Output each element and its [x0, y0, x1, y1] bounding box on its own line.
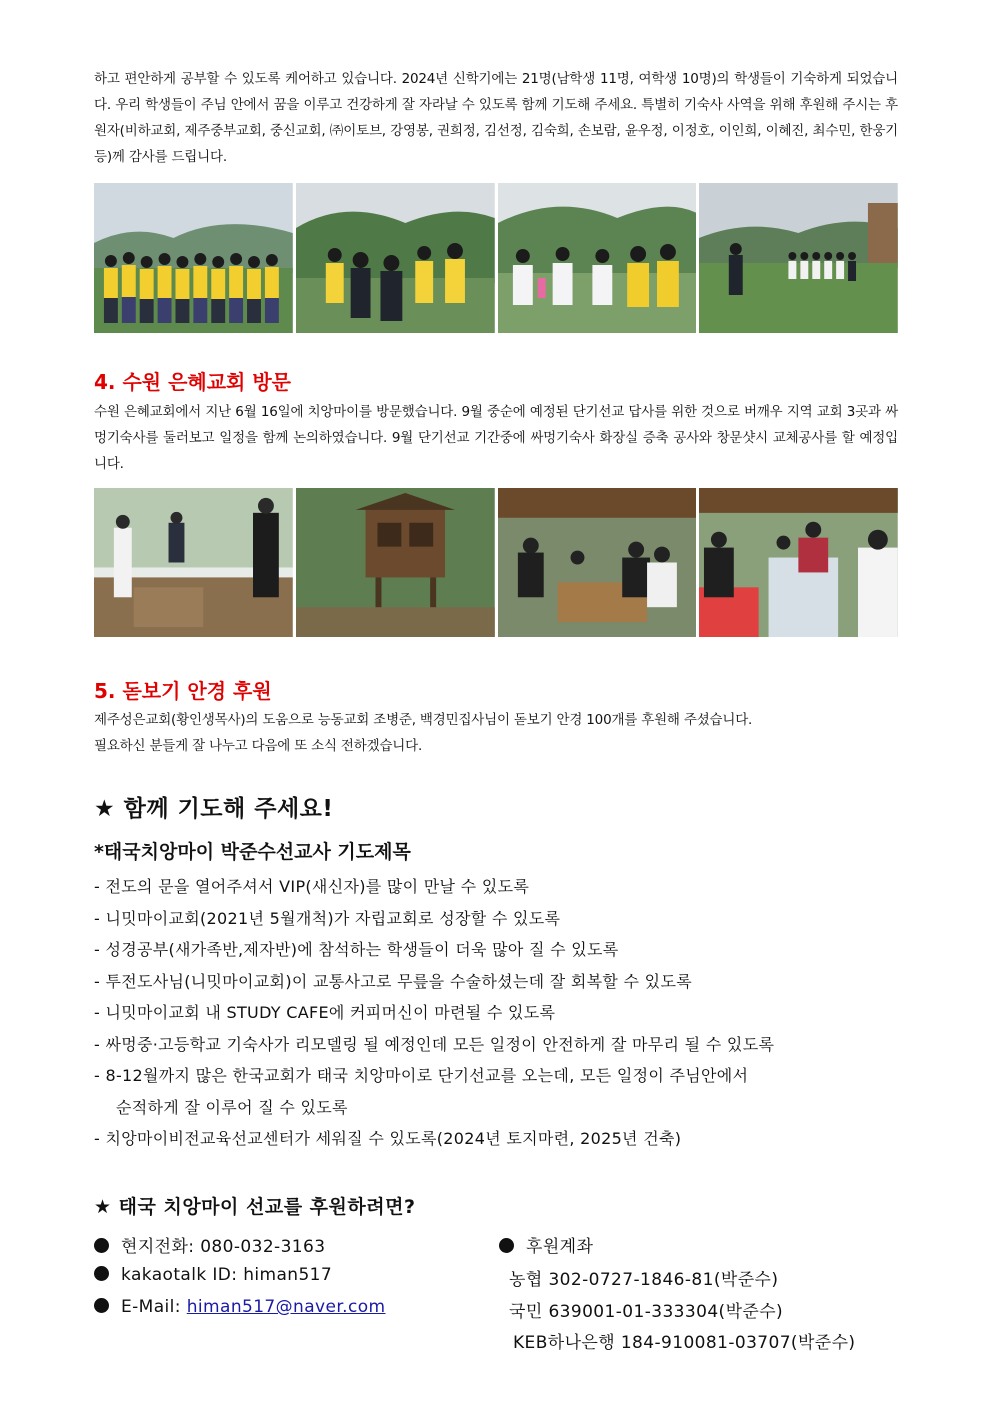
phone-contact [94, 1232, 325, 1257]
student-photos [94, 183, 898, 333]
intro-paragraph: 하고 편안하게 공부할 수 있도록 케어하고 있습니다. 2024년 신학기에는 21명(남학생 11명, 여학생 10명)의 학생들이 기숙하게 되었습니다. 우리 학생들이 주님 안에서 꿈을 이루고 건강하게 잘 자라날 수 있도록 함께 기도해 주세요. 특별히 기숙사 사역을 위해 후원해 주시는 후원자(비하교회, 제주중부교회, 중신교회, ㈜이토브, 강영봉, 권희정, 김선정, 김숙희, 손보람, 윤우정, 이정호, 이인희, 이혜진, 최수민, 한웅기 등)께 감사를 드립니다. [94, 71, 898, 165]
prayer-list [94, 871, 914, 1155]
support-heading: ★ 태국 치앙마이 선교를 후원하려면? [94, 1196, 416, 1218]
prayer-item: - 투전도사님(니밋마이교회)이 교통사고로 무릎을 수술하셨는데 잘 회복할 수 있도록 [94, 971, 692, 991]
visit-photo-4 [699, 488, 898, 637]
email-contact [94, 1297, 386, 1317]
bullet-icon [499, 1238, 514, 1253]
account-keb: KEB하나은행 184-910081-03707(박준수) [513, 1333, 856, 1353]
prayer-item: - 싸멍중·고등학교 기숙사가 리모델링 될 예정인데 모든 일정이 안전하게 잘 마무리 될 수 있도록 [94, 1034, 775, 1054]
visit-photos [94, 488, 898, 637]
visit-photo-3 [498, 488, 697, 637]
section-5-line-1: 제주성은교회(황인생목사)의 도움으로 능동교회 조병준, 백경민집사님이 돋보기 안경 100개를 후원해 주셨습니다. [94, 712, 753, 728]
kakao-text: kakaotalk ID: himan517 [121, 1265, 333, 1285]
prayer-heading: ★ 함께 기도해 주세요! [94, 796, 334, 822]
email-link[interactable]: himan517@naver.com [186, 1297, 386, 1317]
account-title [499, 1232, 593, 1257]
account-kb: 국민 639001-01-333304(박준수) [509, 1302, 784, 1322]
phone-text: 현지전화: 080-032-3163 [121, 1237, 326, 1257]
prayer-item: - 성경공부(새가족반,제자반)에 참석하는 학생들이 더욱 많아 질 수 있도록 [94, 940, 619, 959]
prayer-item: - 니밋마이교회(2021년 5월개척)가 자립교회로 성장할 수 있도록 [94, 908, 561, 928]
prayer-item: - 치앙마이비전교육선교센터가 세워질 수 있도록(2024년 토지마련, 2025년 건축) [94, 1129, 682, 1148]
visit-photo-1 [94, 488, 293, 637]
prayer-item: - 니밋마이교회 내 STUDY CAFE에 커피머신이 마련될 수 있도록 [94, 1003, 556, 1022]
prayer-subheading: *태국치앙마이 박준수선교사 기도제목 [94, 841, 411, 863]
email-label: E-Mail: [121, 1297, 187, 1317]
student-group-photo-1 [94, 183, 293, 333]
student-group-photo-3 [498, 183, 697, 333]
account-nh: 농협 302-0727-1846-81(박준수) [509, 1270, 779, 1290]
prayer-item: - 8-12월까지 많은 한국교회가 태국 치앙마이로 단기선교를 오는데, 모든 일정이 주님안에서 [94, 1066, 749, 1085]
section-5-paragraph [94, 707, 898, 759]
student-group-photo-4 [699, 183, 898, 333]
student-group-photo-2 [296, 183, 495, 333]
bullet-icon [94, 1238, 109, 1253]
kakao-contact [94, 1265, 332, 1285]
prayer-item-continuation: 순적하게 잘 이루어 질 수 있도록 [116, 1097, 348, 1117]
bullet-icon [94, 1298, 109, 1313]
section-4-paragraph: 수원 은혜교회에서 지난 6월 16일에 치앙마이를 방문했습니다. 9월 중순에 예정된 단기선교 답사를 위한 것으로 버깨우 지역 교회 3곳과 싸멍기숙사를 둘러보고 일정을 함께 논의하였습니다. 9월 단기선교 기간중에 싸멍기숙사 화장실 증축 공사와 창문샷시 교체공사를 할 예정입니다. [94, 404, 898, 472]
prayer-item: - 전도의 문을 열어주셔서 VIP(새신자)를 많이 만날 수 있도록 [94, 877, 530, 896]
section-5-line-2: 필요하신 분들게 잘 나누고 다음에 또 소식 전하겠습니다. [94, 738, 423, 754]
account-title-text: 후원계좌 [526, 1237, 594, 1257]
section-4-title: 4. 수원 은혜교회 방문 [94, 370, 291, 394]
visit-photo-2 [296, 488, 495, 637]
section-5-title: 5. 돋보기 안경 후원 [94, 679, 272, 703]
bullet-icon [94, 1266, 109, 1281]
